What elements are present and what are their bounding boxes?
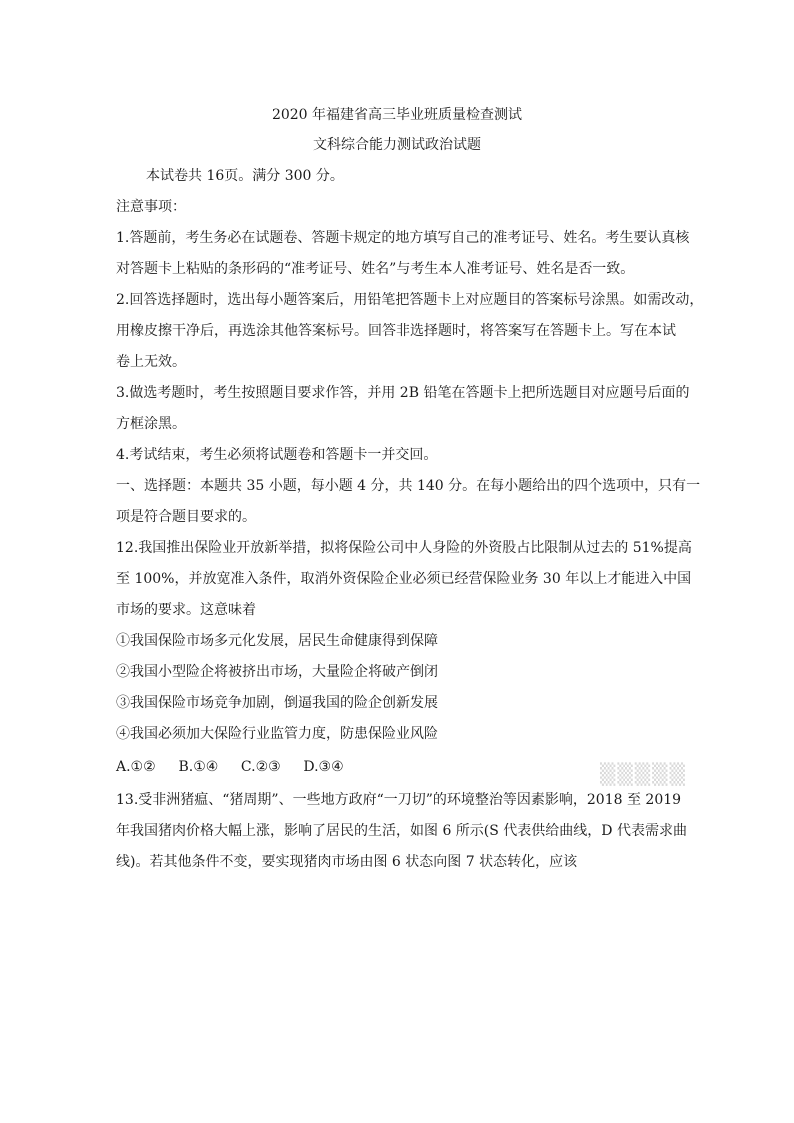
notice-line: 卷上无效。 [116, 354, 186, 370]
watermark: ▒▒▒▒▒ [600, 762, 687, 786]
question-13-stem: 13.受非洲猪瘟、“猪周期”、一些地方政府“一刀切”的环境整治等因素影响，2018 至 2019 [116, 792, 682, 808]
question-12-item: ①我国保险市场多元化发展，居民生命健康得到保障 [116, 633, 438, 649]
document-title: 2020 年福建省高三毕业班质量检查测试 [271, 107, 523, 123]
question-12-stem: 市场的要求。这意味着 [116, 602, 256, 618]
question-13-stem: 线)。若其他条件不变，要实现猪肉市场由图 6 状态向图 7 状态转化，应该 [116, 854, 578, 870]
option-c: C.②③ [240, 759, 281, 775]
question-12-item: ②我国小型险企将被挤出市场，大量险企将破产倒闭 [116, 664, 438, 680]
notice-line: 4.考试结束，考生必须将试题卷和答题卡一并交回。 [116, 447, 438, 463]
question-13-stem: 年我国猪肉价格大幅上涨，影响了居民的生活，如图 6 所示(S 代表供给曲线，D 代表需求曲 [116, 823, 687, 839]
document-subtitle: 文科综合能力测试政治试题 [313, 137, 481, 153]
intro-text: 本试卷共 16页。满分 300 分。 [146, 168, 344, 184]
option-a: A.①② [116, 759, 156, 775]
notice-line: 用橡皮擦干净后，再选涂其他答案标号。回答非选择题时，将答案写在答题卡上。写在本试 [116, 323, 676, 339]
section-heading: 一、选择题：本题共 35 小题，每小题 4 分，共 140 分。在每小题给出的四个选项中，只有一 [116, 478, 701, 494]
notice-line: 方框涂黑。 [116, 416, 186, 432]
option-b: B.①④ [178, 759, 219, 775]
question-12-options [116, 757, 361, 777]
question-12-item: ③我国保险市场竞争加剧，倒逼我国的险企创新发展 [116, 695, 438, 711]
notice-heading: 注意事项： [116, 199, 186, 215]
notice-line: 对答题卡上粘贴的条形码的“准考证号、姓名”与考生本人准考证号、姓名是否一致。 [116, 261, 635, 277]
option-d: D.③④ [303, 759, 344, 775]
notice-line: 2.回答选择题时，选出每小题答案后，用铅笔把答题卡上对应题目的答案标号涂黑。如需改动， [116, 292, 704, 308]
section-heading: 项是符合题目要求的。 [116, 509, 256, 525]
question-12-item: ④我国必须加大保险行业监管力度，防患保险业风险 [116, 726, 438, 742]
question-12-stem: 至 100%，并放宽准入条件，取消外资保险企业必须已经营保险业务 30 年以上才能进入中国 [116, 571, 692, 587]
notice-line: 3.做选考题时，考生按照题目要求作答，并用 2B 铅笔在答题卡上把所选题目对应题号后面的 [116, 385, 690, 401]
notice-line: 1.答题前，考生务必在试题卷、答题卡规定的地方填写自己的准考证号、姓名。考生要认真核 [116, 230, 690, 246]
question-12-stem: 12.我国推出保险业开放新举措，拟将保险公司中人身险的外资股占比限制从过去的 51%提高 [116, 540, 692, 556]
